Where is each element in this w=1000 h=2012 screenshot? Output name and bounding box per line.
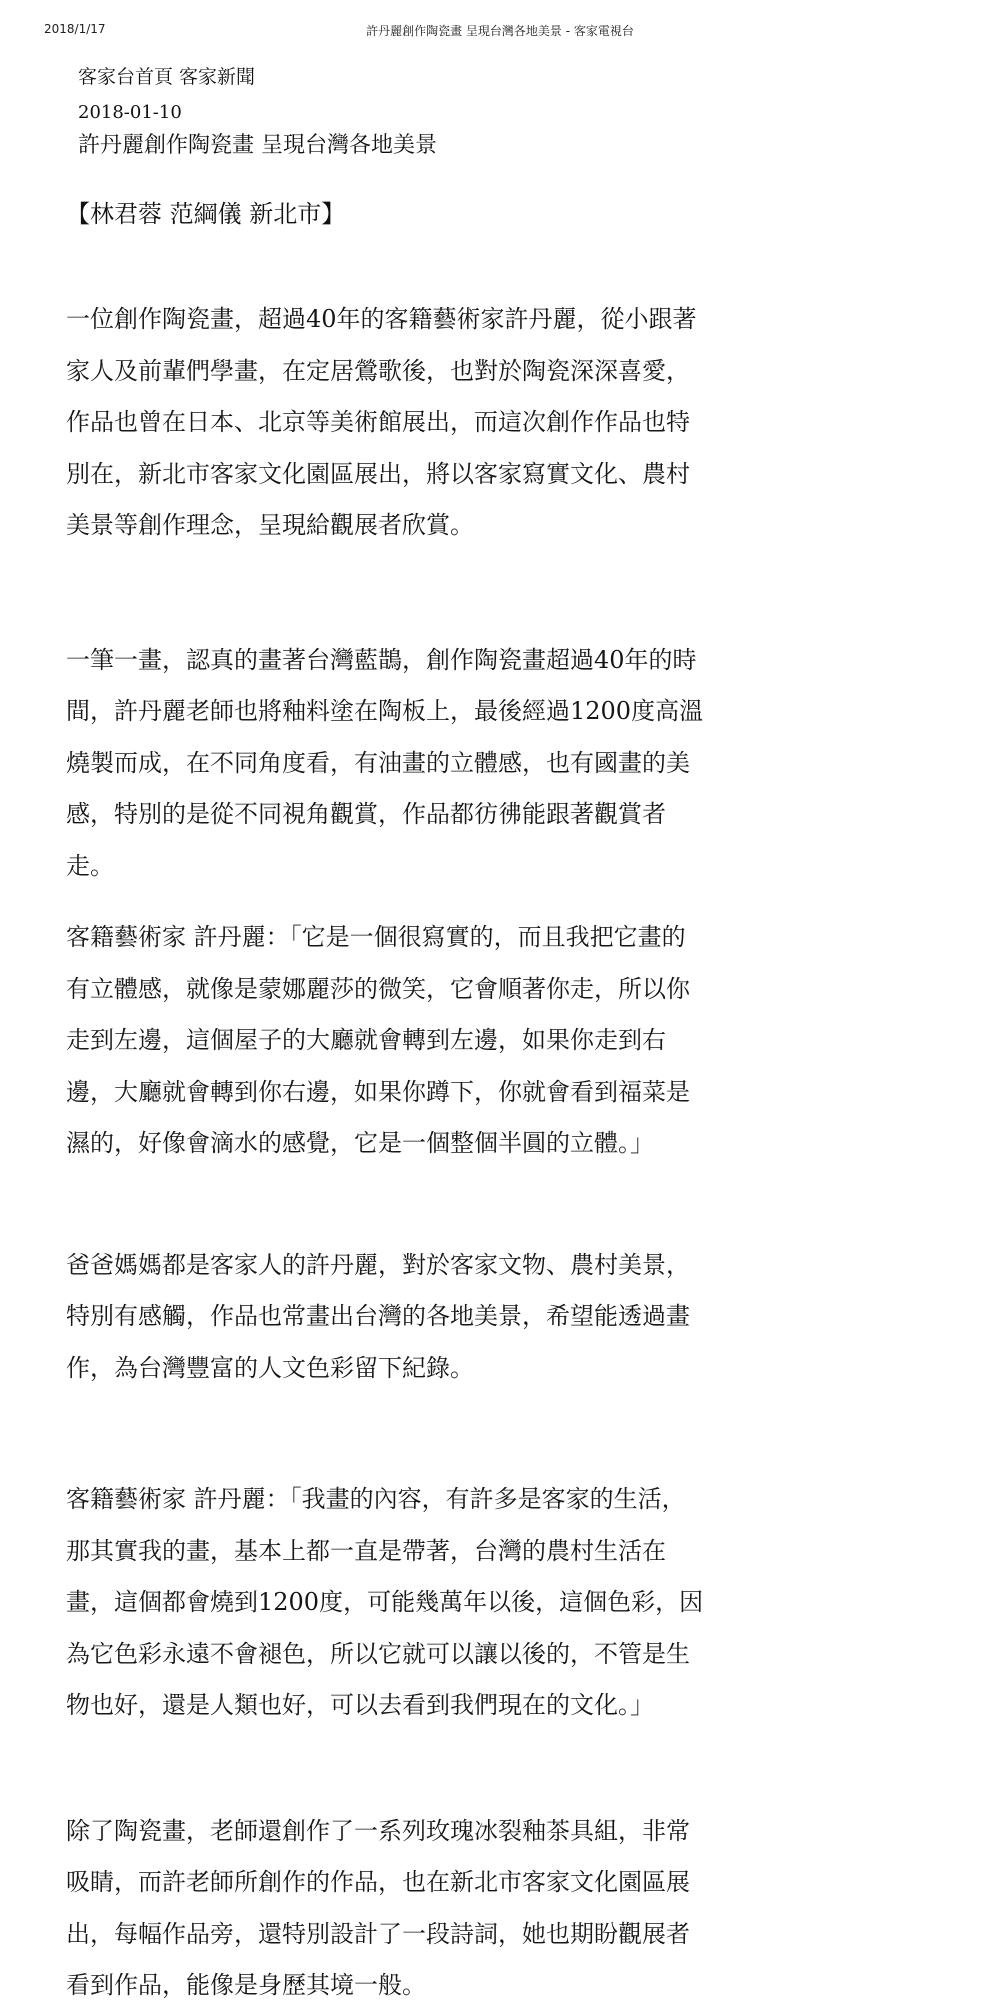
article-date: 2018-01-10	[78, 102, 182, 123]
breadcrumb-home-link[interactable]: 客家台首頁	[78, 66, 174, 88]
article-paragraph: 一位創作陶瓷畫，超過40年的客籍藝術家許丹麗，從小跟著 家人及前輩們學畫，在定居鶯歌後，也對於陶瓷深深喜愛， 作品也曾在日本、北京等美術館展出，而這次創作作品也特 別在，新北市客家文化園區展出，將以客家寫實文化、農村 美景等創作理念，呈現給觀展者欣賞。	[66, 305, 697, 539]
print-page-title: 許丹麗創作陶瓷畫 呈現台灣各地美景 - 客家電視台	[366, 24, 634, 38]
article-paragraph: 客籍藝術家 許丹麗：「它是一個很寫實的，而且我把它畫的 有立體感，就像是蒙娜麗莎的微笑，它會順著你走，所以你 走到左邊，這個屋子的大廳就會轉到左邊，如果你走到右 邊，大廳就會轉到你右邊，如果你蹲下，你就會看到福菜是 濕的，好像會滴水的感覺，它是一個整個半圓的立體。」	[66, 923, 690, 1157]
print-date: 2018/1/17	[44, 22, 106, 36]
article-byline: 【林君蓉 范綱儀 新北市】	[66, 200, 346, 228]
article-paragraph: 客籍藝術家 許丹麗：「我畫的內容，有許多是客家的生活， 那其實我的畫，基本上都一直是帶著，台灣的農村生活在 畫，這個都會燒到1200度，可能幾萬年以後，這個色彩，因 為它色彩永遠不會褪色，所以它就可以讓以後的，不管是生 物也好，還是人類也好，可以去看到我們現在的文化。」	[66, 1485, 704, 1719]
breadcrumb-section-link[interactable]: 客家新聞	[179, 66, 256, 88]
article-paragraph: 除了陶瓷畫，老師還創作了一系列玫瑰冰裂釉茶具組，非常 吸睛，而許老師所創作的作品，也在新北市客家文化園區展 出，每幅作品旁，還特別設計了一段詩詞，她也期盼觀展者 看到作品，能像是身歷其境一般。	[66, 1816, 690, 1999]
article-body	[66, 294, 766, 2012]
article-paragraph: 爸爸媽媽都是客家人的許丹麗，對於客家文物、農村美景， 特別有感觸，作品也常畫出台灣的各地美景，希望能透過畫 作，為台灣豐富的人文色彩留下紀錄。	[66, 1250, 690, 1382]
print-header	[0, 22, 1000, 42]
article-title: 許丹麗創作陶瓷畫 呈現台灣各地美景	[78, 133, 437, 158]
breadcrumb	[78, 62, 261, 89]
article-paragraph: 一筆一畫，認真的畫著台灣藍鵲，創作陶瓷畫超過40年的時 間，許丹麗老師也將釉料塗在陶板上，最後經過1200度高溫 燒製而成，在不同角度看，有油畫的立體感，也有國畫的美 感，特別的是從不同視角觀賞，作品都彷彿能跟著觀賞者 走。	[66, 645, 704, 880]
